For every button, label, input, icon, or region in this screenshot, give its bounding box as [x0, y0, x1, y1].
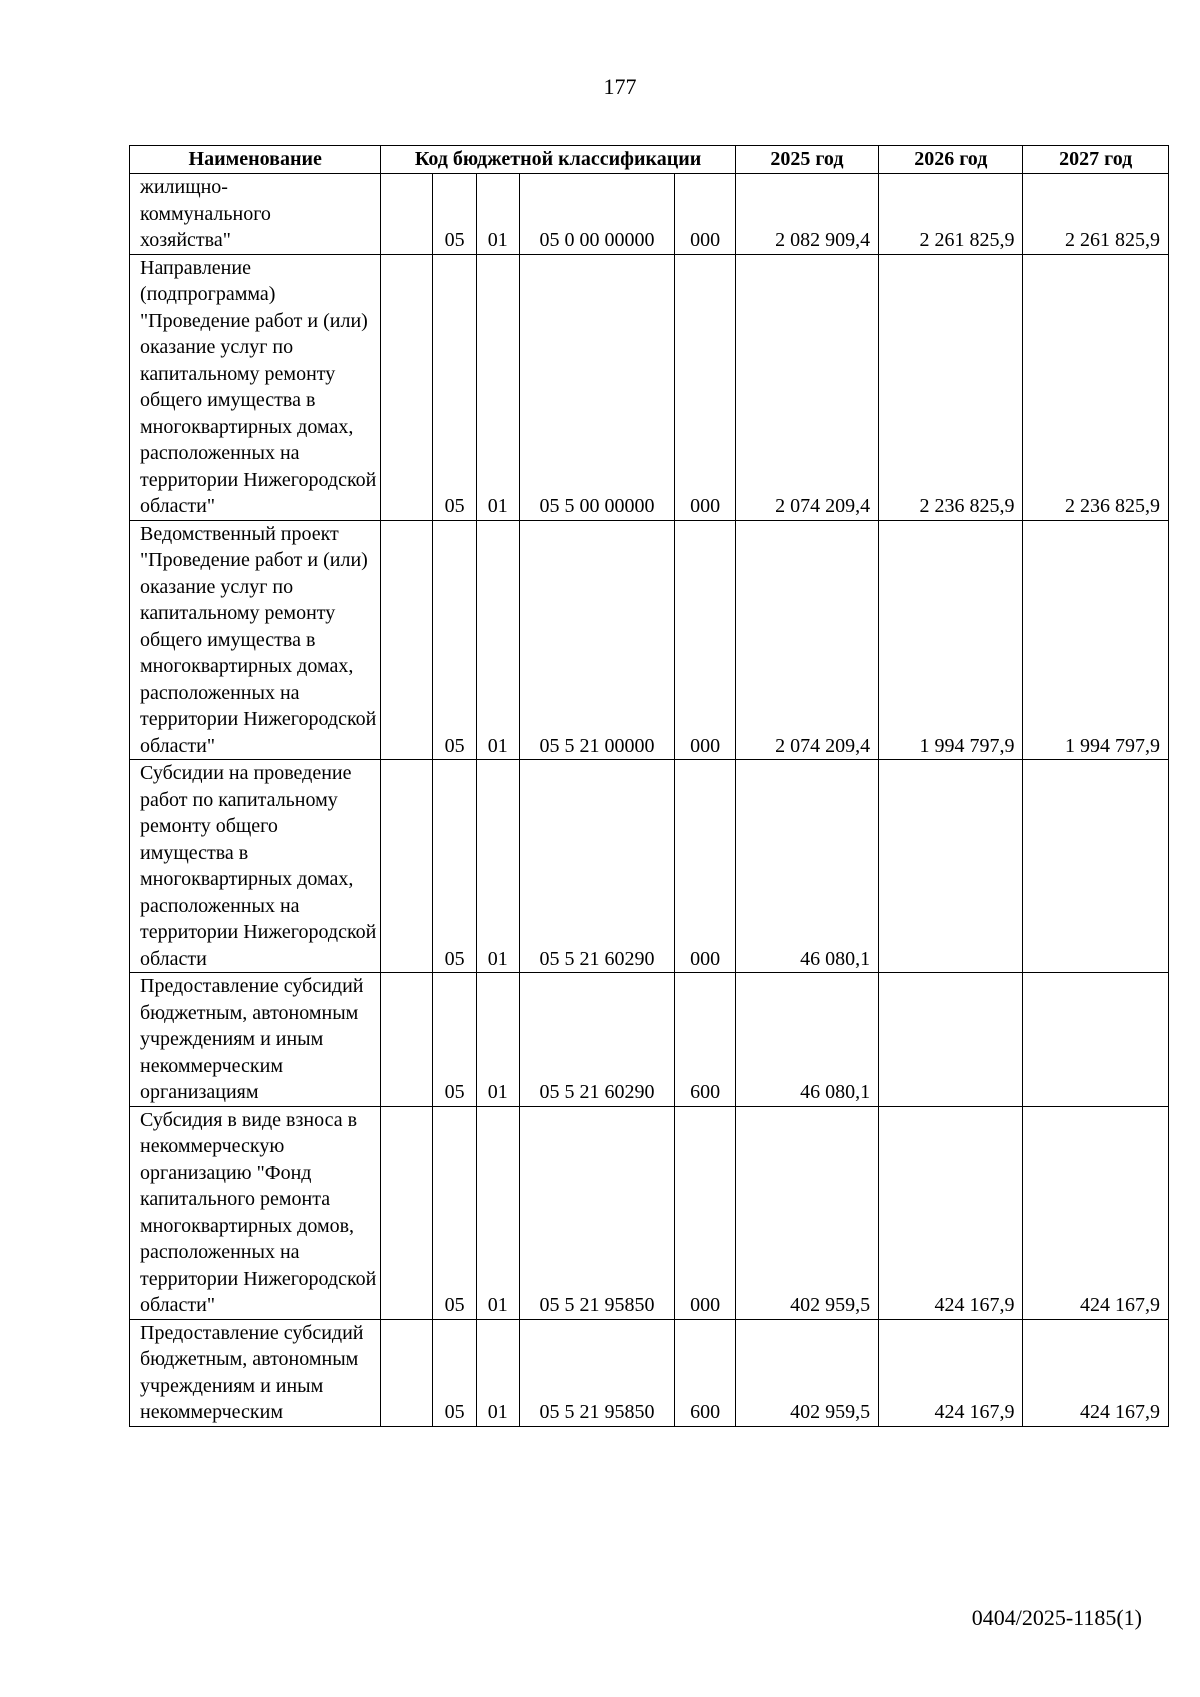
row-target-article: 05 5 21 00000 — [519, 520, 675, 760]
row-name: Предоставление субсидий бюджетным, автономным учреждениям и иным некоммерческим — [130, 1319, 381, 1426]
row-target-article: 05 0 00 00000 — [519, 174, 675, 255]
row-expense-type: 000 — [675, 174, 735, 255]
row-value-2025: 402 959,5 — [735, 1106, 878, 1319]
row-name: Субсидия в виде взноса в некоммерческую организацию "Фонд капитального ремонта многоквартирных домов, расположенных на территории Нижегородской области" — [130, 1106, 381, 1319]
row-code-empty — [381, 1106, 433, 1319]
budget-table — [129, 145, 1169, 1427]
document-number: 0404/2025-1185(1) — [971, 1605, 1142, 1630]
row-value-2027: 2 261 825,9 — [1023, 174, 1169, 255]
row-subsection: 01 — [476, 174, 519, 255]
header-2025: 2025 год — [735, 146, 878, 174]
row-name: Предоставление субсидий бюджетным, автономным учреждениям и иным некоммерческим организациям — [130, 973, 381, 1107]
row-value-2025: 2 082 909,4 — [735, 174, 878, 255]
row-section: 05 — [433, 973, 477, 1107]
row-value-2026: 2 236 825,9 — [879, 254, 1023, 520]
row-section: 05 — [433, 1106, 477, 1319]
row-name: Субсидии на проведение работ по капитальному ремонту общего имущества в многоквартирных домах, расположенных на территории Нижегородской области — [130, 760, 381, 973]
table-row — [130, 1319, 1169, 1426]
row-section: 05 — [433, 520, 477, 760]
row-subsection: 01 — [476, 520, 519, 760]
row-name: жилищно- коммунального хозяйства" — [130, 174, 381, 255]
header-name: Наименование — [130, 146, 381, 174]
row-code-empty — [381, 760, 433, 973]
row-subsection: 01 — [476, 1319, 519, 1426]
header-2027: 2027 год — [1023, 146, 1169, 174]
row-value-2027: 1 994 797,9 — [1023, 520, 1169, 760]
row-expense-type: 000 — [675, 254, 735, 520]
row-value-2026 — [879, 973, 1023, 1107]
row-value-2027 — [1023, 973, 1169, 1107]
row-expense-type: 000 — [675, 520, 735, 760]
row-code-empty — [381, 174, 433, 255]
row-code-empty — [381, 520, 433, 760]
row-value-2027 — [1023, 760, 1169, 973]
row-subsection: 01 — [476, 1106, 519, 1319]
row-target-article: 05 5 21 60290 — [519, 973, 675, 1107]
row-value-2026: 424 167,9 — [879, 1106, 1023, 1319]
row-code-empty — [381, 973, 433, 1107]
row-value-2026: 1 994 797,9 — [879, 520, 1023, 760]
header-2026: 2026 год — [879, 146, 1023, 174]
row-target-article: 05 5 21 95850 — [519, 1319, 675, 1426]
row-value-2025: 2 074 209,4 — [735, 254, 878, 520]
page-number: 177 — [603, 74, 637, 99]
row-value-2027: 2 236 825,9 — [1023, 254, 1169, 520]
row-expense-type: 600 — [675, 1319, 735, 1426]
row-name: Направление (подпрограмма) "Проведение работ и (или) оказание услуг по капитальному ремонту общего имущества в многоквартирных домах, расположенных на территории Нижегородской области" — [130, 254, 381, 520]
row-code-empty — [381, 254, 433, 520]
row-code-empty — [381, 1319, 433, 1426]
row-target-article: 05 5 00 00000 — [519, 254, 675, 520]
row-subsection: 01 — [476, 973, 519, 1107]
row-section: 05 — [433, 174, 477, 255]
row-target-article: 05 5 21 60290 — [519, 760, 675, 973]
row-section: 05 — [433, 760, 477, 973]
row-value-2025: 46 080,1 — [735, 760, 878, 973]
row-target-article: 05 5 21 95850 — [519, 1106, 675, 1319]
table-row — [130, 520, 1169, 760]
table-row — [130, 1106, 1169, 1319]
row-section: 05 — [433, 254, 477, 520]
row-value-2025: 46 080,1 — [735, 973, 878, 1107]
row-value-2025: 402 959,5 — [735, 1319, 878, 1426]
header-code: Код бюджетной классификации — [381, 146, 735, 174]
row-name: Ведомственный проект "Проведение работ и (или) оказание услуг по капитальному ремонту общего имущества в многоквартирных домах, расположенных на территории Нижегородской области" — [130, 520, 381, 760]
table-row — [130, 174, 1169, 255]
table-row — [130, 973, 1169, 1107]
table-row — [130, 254, 1169, 520]
row-value-2026: 424 167,9 — [879, 1319, 1023, 1426]
row-expense-type: 000 — [675, 1106, 735, 1319]
row-value-2027: 424 167,9 — [1023, 1319, 1169, 1426]
row-section: 05 — [433, 1319, 477, 1426]
row-value-2026: 2 261 825,9 — [879, 174, 1023, 255]
table-body — [130, 174, 1169, 1427]
row-subsection: 01 — [476, 254, 519, 520]
row-expense-type: 600 — [675, 973, 735, 1107]
row-expense-type: 000 — [675, 760, 735, 973]
table-header-row — [130, 146, 1169, 174]
row-value-2025: 2 074 209,4 — [735, 520, 878, 760]
row-value-2026 — [879, 760, 1023, 973]
row-subsection: 01 — [476, 760, 519, 973]
row-value-2027: 424 167,9 — [1023, 1106, 1169, 1319]
table-row — [130, 760, 1169, 973]
